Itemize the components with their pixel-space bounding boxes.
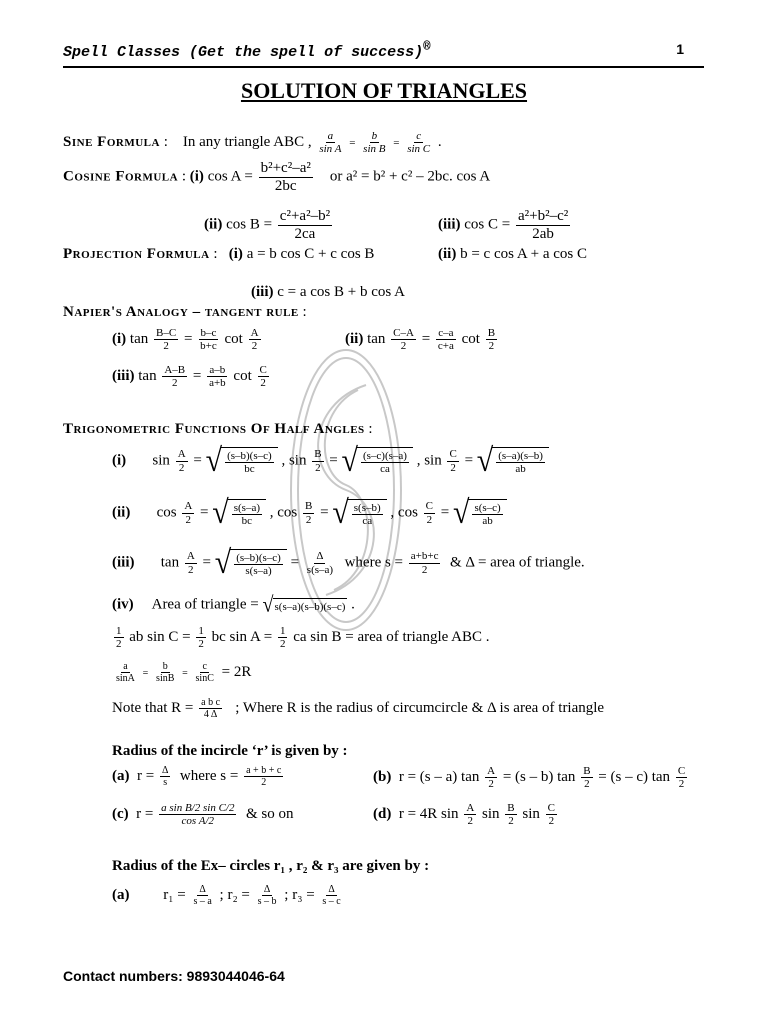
fraction: $\frac{C}{2}$: [677, 765, 686, 791]
excircle-a: (a) r₁ = $\frac{\Delta}{s - a}$ ; r₂ = $\frac{\Delta}{s - b}$ ; r₃ = $\frac{\Delta}{s - c}$: [112, 884, 341, 907]
fraction: $\frac{B-C}{2}$: [156, 327, 177, 353]
fraction: $\frac{B}{2}$: [487, 327, 496, 353]
fraction: $\frac{C}{2}$: [259, 364, 267, 390]
napier-i: (i) tan $\frac{B-C}{2}$ = $\frac{b-c}{b+c}$ cot $\frac{A}{2}$: [112, 327, 259, 353]
fraction: $\frac{a}{\text{sin A}}$: [319, 130, 342, 156]
fraction: $\frac{1}{2}$: [198, 625, 204, 651]
fraction: $\frac{\text{c²+a²–b²}}{2ca}$: [279, 208, 331, 242]
cosine-formula-row-3: (iii) cos C = $\frac{\text{a²+b²–c²}}{2ab}$: [438, 208, 569, 242]
fraction: $\frac{\text{a²+b²–c²}}{2ab}$: [517, 208, 569, 242]
sine-formula-label: Sine Formula: [63, 134, 160, 151]
fraction: $\frac{C}{2}$: [547, 802, 555, 828]
cosine-formula-row-1: Cosine Formula : (i) cos A = $\frac{\text{b²+c²–a²}}{2bc}$ or a² = b² + c² – 2bc. cos A: [63, 160, 491, 194]
colon: :: [163, 134, 168, 151]
fraction: $\frac{1}{2}$: [116, 625, 122, 651]
sine-ratio-2r: $\frac{a}{\sin A}$ = $\frac{b}{\sin B}$ = $\frac{c}{\sin C}$ = 2R: [116, 661, 252, 684]
fraction: $\frac{\text{a sin B/2 sin C/2}}{\text{cos A/2}}$: [161, 802, 235, 828]
square-root: √ $\frac{(s-c)(s-a)}{ca}$: [342, 446, 413, 476]
napier-ii: (ii) tan $\frac{C-A}{2}$ = $\frac{c-a}{c+a}$ cot $\frac{B}{2}$: [345, 327, 496, 353]
incircle-c: (c) r = $\frac{\text{a sin B/2 sin C/2}}{\text{cos A/2}}$ & so on: [112, 802, 294, 828]
square-root: √ $\frac{s(s-b)}{ca}$: [332, 498, 386, 528]
fraction: $\frac{\text{b²+c²–a²}}{2bc}$: [260, 160, 311, 194]
header-brand: [63, 40, 431, 61]
half-angles-i: (i) sin $\frac{A}{2}$ = √ $\frac{(s-b)(s-c)}{bc}$ , sin $\frac{B}{2}$ = √ $\frac{(s-c)(s-a)}{ca}$ , sin $\frac{C}{2}$ = √ $\frac{(s-a)(s-b)}{ab}$: [112, 446, 549, 476]
napier-iii: (iii) tan $\frac{A-B}{2}$ = $\frac{a-b}{a+b}$ cot $\frac{C}{2}$: [112, 364, 267, 390]
projection-formula-label: Projection Formula: [63, 246, 210, 262]
fraction: $\frac{\Delta}{s - c}$: [322, 884, 341, 907]
projection-formula-ii: (ii) b = c cos A + a cos C: [438, 246, 587, 262]
area-equalities: $\frac{1}{2}$ ab sin C = $\frac{1}{2}$ bc sin A = $\frac{1}{2}$ ca sin B = area of triangle ABC .: [116, 625, 490, 651]
sine-formula-text: In any triangle ABC ,: [182, 134, 312, 151]
cosine-formula-row-2: (ii) cos B = $\frac{\text{c²+a²–b²}}{2ca}$: [204, 208, 331, 242]
fraction: $\frac{\Delta}{s(s-a)}$: [306, 550, 334, 576]
square-root: √ s(s–a)(s–b)(s–c): [262, 592, 346, 618]
fraction: $\frac{B}{2}$: [583, 765, 591, 791]
brand-name: Spell Classes: [63, 44, 181, 61]
fraction: $\frac{b}{\text{sin B}}$: [363, 130, 386, 156]
footer-contact: Contact numbers: 9893044046-64: [63, 968, 285, 984]
square-root: √ $\frac{(s-a)(s-b)}{ab}$: [477, 446, 549, 476]
header-divider: [63, 66, 704, 68]
fraction: $\frac{B}{2}$: [305, 500, 313, 526]
fraction: $\frac{c}{\text{sin C}}$: [407, 130, 431, 156]
fraction: $\frac{\Delta}{s}$: [161, 765, 169, 788]
fraction: $\frac{B}{2}$: [314, 448, 322, 474]
fraction: $\frac{A}{2}$: [177, 448, 186, 474]
fraction: $\frac{\Delta}{s - b}$: [257, 884, 277, 907]
fraction: $\frac{1}{2}$: [279, 625, 286, 651]
registered-mark: ®: [423, 40, 431, 54]
excircle-heading: Radius of the Ex– circles r₁ , r₂ & r₃ are given by :: [112, 858, 430, 874]
half-angles-heading: Trigonometric Functions Of Half Angles :: [63, 421, 373, 437]
fraction: $\frac{b}{\sin B}$: [156, 661, 175, 684]
fraction: $\frac{C}{2}$: [449, 448, 457, 474]
fraction: $\frac{A}{2}$: [184, 500, 193, 526]
sine-formula-row: Sine Formula : In any triangle ABC , $\frac{a}{\text{sin A}}$ = $\frac{b}{\text{sin B}}$ = $\frac{c}{\text{sin C}}$ .: [63, 130, 442, 156]
fraction: $\frac{a+b+c}{2}$: [410, 550, 439, 576]
projection-formula-row: Projection Formula : (i) a = b cos C + c cos B: [63, 246, 375, 262]
fraction: $\frac{B}{2}$: [507, 802, 515, 828]
watermark-logo-icon: [286, 345, 406, 635]
brand-tagline: (Get the spell of success): [189, 44, 424, 61]
square-root: √ $\frac{s(s-a)}{bc}$: [212, 498, 266, 528]
incircle-d: (d) r = 4R sin $\frac{A}{2}$ sin $\frac{B}{2}$ sin $\frac{C}{2}$: [373, 802, 555, 828]
fraction: $\frac{C-A}{2}$: [393, 327, 414, 353]
half-angles-iii: (iii) tan $\frac{A}{2}$ = √ $\frac{(s-b)(s-c)}{s(s-a)}$ = $\frac{\Delta}{s(s-a)}$ where s = $\frac{a+b+c}{2}$ & Δ = area of triangle.: [112, 544, 585, 581]
fraction: $\frac{\text{a b c}}{4 \Delta}$: [201, 697, 221, 720]
fraction: $\frac{c}{\sin C}$: [195, 661, 214, 684]
half-angles-iv: (iv) Area of triangle = √ s(s–a)(s–b)(s–c) .: [112, 592, 355, 618]
square-root: √ $\frac{s(s-c)}{ab}$: [453, 498, 507, 528]
fraction: $\frac{A}{2}$: [466, 802, 475, 828]
page-title: SOLUTION OF TRIANGLES: [240, 78, 528, 103]
fraction: $\frac{c-a}{c+a}$: [437, 327, 454, 353]
napier-heading: Napier's Analogy – tangent rule :: [63, 304, 307, 320]
incircle-b: (b) r = (s – a) tan $\frac{A}{2}$ = (s – b) tan $\frac{B}{2}$ = (s – c) tan $\frac{C}{2}$: [373, 765, 686, 791]
fraction: $\frac{a}{\sin A}$: [116, 661, 135, 684]
projection-formula-iii: (iii) c = a cos B + b cos A: [251, 284, 405, 300]
incircle-a: (a) r = $\frac{\Delta}{s}$ where s = $\frac{a + b + c}{2}$: [112, 765, 282, 788]
circumradius-note: Note that R = $\frac{\text{a b c}}{4 \Delta}$ ; Where R is the radius of circumcircle & Δ is area of triangle: [112, 697, 605, 720]
fraction: $\frac{A}{2}$: [186, 550, 195, 576]
fraction: $\frac{C}{2}$: [425, 500, 434, 526]
fraction: $\frac{a-b}{a+b}$: [209, 364, 226, 390]
fraction: $\frac{a + b + c}{2}$: [246, 765, 282, 788]
fraction: $\frac{A-B}{2}$: [164, 364, 186, 390]
incircle-heading: Radius of the incircle ‘r’ is given by :: [112, 743, 348, 759]
cosine-formula-label: Cosine Formula: [63, 168, 179, 185]
half-angles-ii: (ii) cos $\frac{A}{2}$ = √ $\frac{s(s-a)}{bc}$ , cos $\frac{B}{2}$ = √ $\frac{s(s-b)}{ca}$ , cos $\frac{C}{2}$ = √ $\frac{s(s-c)}{ab}$: [112, 498, 507, 528]
fraction: $\frac{\Delta}{s - a}$: [193, 884, 212, 907]
fraction: $\frac{A}{2}$: [487, 765, 496, 791]
square-root: √ $\frac{(s-b)(s-c)}{bc}$: [206, 446, 278, 476]
page-number: 1: [676, 41, 684, 57]
square-root: √ $\frac{(s-b)(s-c)}{s(s-a)}$: [215, 548, 287, 578]
fraction: $\frac{A}{2}$: [250, 327, 259, 353]
fraction: $\frac{b-c}{b+c}$: [200, 327, 217, 353]
cosine-alt-form: or a² = b² + c² – 2bc. cos A: [329, 168, 491, 185]
